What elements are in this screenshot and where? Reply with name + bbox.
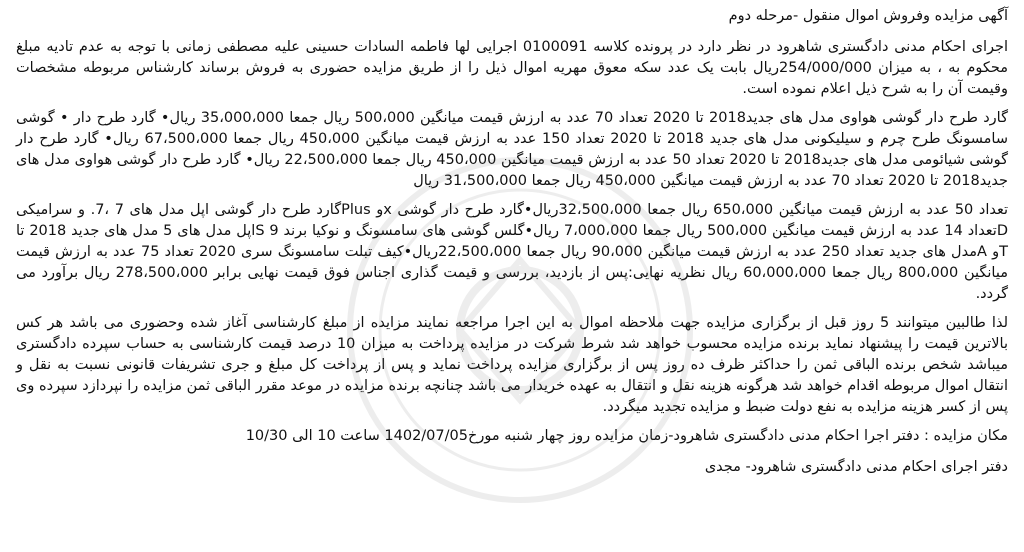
items-paragraph-2: تعداد 50 عدد به ارزش قیمت میانگین 650،000 ریال جمعا 32،500،000ریال•گارد طرح دار گوشی xو Plusگارد طرح دار گوشی اپل مدل های 7 ،7. و سرامیکی Dتعداد 14 عدد به ارزش قیمت میانگین 500،000 ریال جمعا 7،000،000 ریال•گلس گوشی های سامسونگ و نوکیا برند 9 Sاپل مدل های 5 مدل های جدید 2018 تا Tو Aمدل های جدید تعداد 250 عدد به ارزش قیمت میانگین 90،000 ریال جمعا 22،500،000ریال•کیف تبلت سامسونگ سری 2020 تعداد 75 عدد به ارزش قیمت میانگین 800،000 ریال جمعا 60،000،000 ریال نظریه نهایی:پس از بازدید، بررسی و قیمت گذاری اجناس فوق قیمت نهایی برابر 278،500،000 ریال برآورد می گردد.	[16, 202, 1009, 302]
location-line: مکان مزایده : دفتر اجرا احکام مدنی دادگستری شاهرود-زمان مزایده روز چهار شنبه مورخ1402/07/05 ساعت 10 الی 10/30	[245, 428, 1008, 444]
conditions-paragraph: لذا طالبین میتوانند 5 روز قبل از برگزاری مزایده جهت ملاحظه اموال به این اجرا مراجعه نمایند مزایده از مبلغ کارشناسی آغاز شده وحضوری می باشد هر کس بالاترین قیمت را پیشنهاد نماید برنده مزایده محسوب خواهد شد شرط شرکت در مزایده پرداخت به میزان 10 درصد قیمت کارشناسی به حساب سپرده دادگستری میباشد شخص برنده الباقی ثمن را حداکثر ظرف ده روز پس از برگزاری مزایده پرداخت نماید و پس از پرداخت کل مبلغ و جری تشریفات قانونی نسبت به نقل و انتقال اموال مربوطه اقدام خواهد شد هرگونه هزینه نقل و انتقال به عهده خریدار می باشد چنانچه برنده مزایده در موعد مقرر الباقی ثمن مزایده را نپردازد سپرده وی پس از کسر هزینه مزایده به نفع دولت ضبط و مزایده تجدید میگردد.	[16, 315, 1008, 415]
signature-line: دفتر اجرای احکام مدنی دادگستری شاهرود- مجدی	[704, 459, 1008, 475]
intro-paragraph: اجرای احکام مدنی دادگستری شاهرود در نظر دارد در پرونده کلاسه 0100091 اجرایی لها فاطمه السادات حسینی علیه مصطفی زمانی با توجه به عدم تادیه مبلغ محکوم به ، به میزان 254/000/000ریال بابت یک عدد سکه معوق مهریه اموال ذیل را از طریق مزایده حضوری به فروش برساند کارشناس مربوطه مشخصات وقیمت آن را به شرح ذیل اعلام نموده است.	[16, 39, 1009, 97]
items-paragraph-1: گارد طرح دار گوشی هواوی مدل های جدید2018 تا 2020 تعداد 70 عدد به ارزش قیمت میانگین 500،000 ریال جمعا 35،000،000 ریال• گارد طرح دار • گوشی سامسونگ طرح چرم و سیلیکونی مدل های جدید 2018 تا 2020 تعداد 150 عدد به ارزش قیمت میانگین 450،000 ریال جمعا 67،500،000 ریال• گارد طرح دار گوشی شیائومی مدل های جدید2018 تا 2020 تعداد 50 عدد به ارزش قیمت میانگین 450،000 ریال جمعا 22،500،000 ریال• گارد طرح دار گوشی هواوی مدل های جدید2018 تا 2020 تعداد 70 عدد به ارزش قیمت میانگین 450،000 ریال جمعا 31،500،000 ریال	[16, 110, 1009, 189]
notice-title: آگهی مزایده وفروش اموال منقول -مرحله دوم	[728, 8, 1008, 24]
